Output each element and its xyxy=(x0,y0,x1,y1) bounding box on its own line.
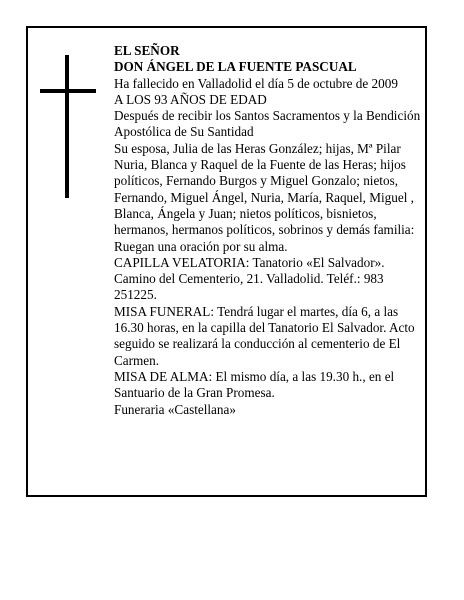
cross-vertical-bar xyxy=(65,55,69,198)
cross-horizontal-bar xyxy=(40,89,96,93)
funeral-home: Funeraria «Castellana» xyxy=(114,401,236,417)
death-statement: Ha fallecido en Valladolid el día 5 de octubre de 2009 xyxy=(114,75,398,91)
prayer-request: Ruegan una oración por su alma. xyxy=(114,238,288,254)
deceased-name: DON ÁNGEL DE LA FUENTE PASCUAL xyxy=(114,59,357,75)
family-statement: Su esposa, Julia de las Heras González; hijas, Mª Pilar Nuria, Blanca y Raquel de la Fuente de las Heras; hijos políticos, Fernando Burgos y Miguel Gonzalo; nietos, Fernando, Miguel Ángel, Nuria, María, Raquel, Miguel , Blanca, Ángela y Juan; nietos políticos, bisnietos, hermanos, hermanos políticos, sobrinos y demás familia: xyxy=(114,140,415,238)
notice-text xyxy=(114,43,422,418)
age-statement: A LOS 93 AÑOS DE EDAD xyxy=(114,91,267,107)
cross-icon xyxy=(40,55,96,198)
notice-title: EL SEÑOR xyxy=(114,43,180,58)
obituary-notice xyxy=(26,26,427,497)
chapel-info: CAPILLA VELATORIA: Tanatorio «El Salvador». Camino del Cementerio, 21. Valladolid. Teléf.: 983 251225. xyxy=(114,254,385,303)
funeral-mass-info: MISA FUNERAL: Tendrá lugar el martes, día 6, a las 16.30 horas, en la capilla del Tanatorio El Salvador. Acto seguido se realizará la conducción al cementerio de El Carmen. xyxy=(114,303,415,368)
sacraments-statement: Después de recibir los Santos Sacramentos y la Bendición Apostólica de Su Santidad xyxy=(114,108,421,140)
soul-mass-info: MISA DE ALMA: El mismo día, a las 19.30 h., en el Santuario de la Gran Promesa. xyxy=(114,368,395,401)
